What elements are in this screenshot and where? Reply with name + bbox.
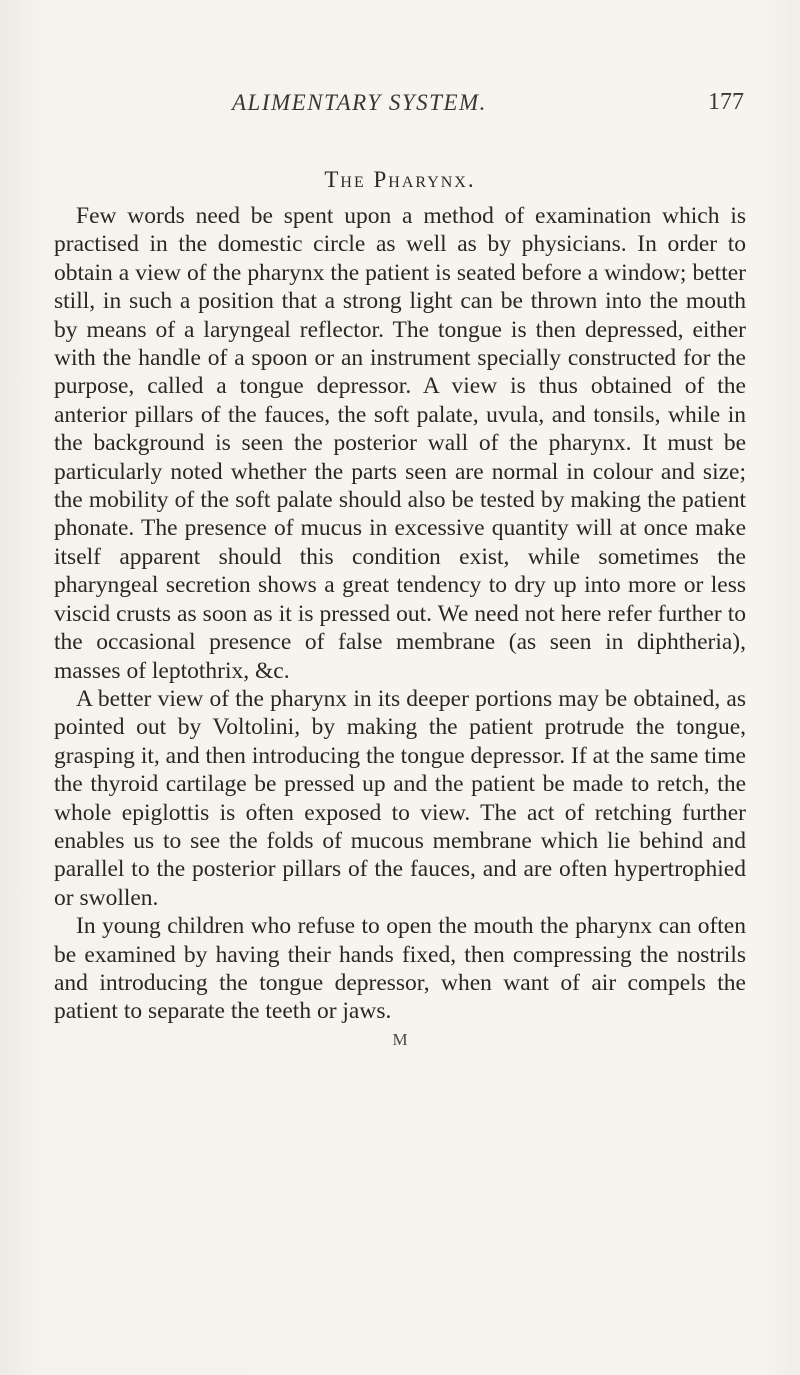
body-text	[54, 202, 746, 1026]
section-title: The Pharynx.	[324, 167, 476, 192]
paragraph-3: In young children who refuse to open the mouth the pharynx can often be examined by having their hands fixed, then compressing the nostrils and introducing the tongue depressor, when want of air compels the patient to separate the teeth or jaws.	[54, 913, 746, 1025]
page-number: 177	[708, 89, 744, 115]
signature-mark: M	[392, 1030, 408, 1049]
paragraph-1: Few words need be spent upon a method of examination which is practised in the domestic circle as well as by physicians. In order to obtain a view of the pharynx the patient is seated before a window; better still, in such a position that a strong light can be thrown into the mouth by means of a laryngeal reflector. The tongue is then depressed, either with the handle of a spoon or an instrument specially constructed for the purpose, called a tongue depressor. A view is thus obtained of the anterior pillars of the fauces, the soft palate, uvula, and tonsils, while in the background is seen the posterior wall of the pharynx. It must be particularly noted whether the parts seen are normal in colour and size; the mobility of the soft palate should also be tested by making the patient phonate. The presence of mucus in excessive quantity will at once make itself apparent should this condition exist, while sometimes the pharyngeal secretion shows a great tendency to dry up into more or less viscid crusts as soon as it is pressed out. We need not here refer further to the occasional presence of false membrane (as seen in diphtheria), masses of leptothrix, &c.	[54, 203, 746, 684]
paragraph-2: A better view of the pharynx in its deeper portions may be obtained, as pointed out by Voltolini, by making the patient protrude the tongue, grasping it, and then introducing the tongue depressor. If at the same time the thyroid cartilage be pressed up and the patient be made to retch, the whole epiglottis is often exposed to view. The act of retching further enables us to see the folds of mucous membrane which lie behind and parallel to the posterior pillars of the fauces, and are often hypertrophied or swollen.	[54, 685, 746, 911]
running-head: ALIMENTARY SYSTEM.	[232, 90, 487, 115]
